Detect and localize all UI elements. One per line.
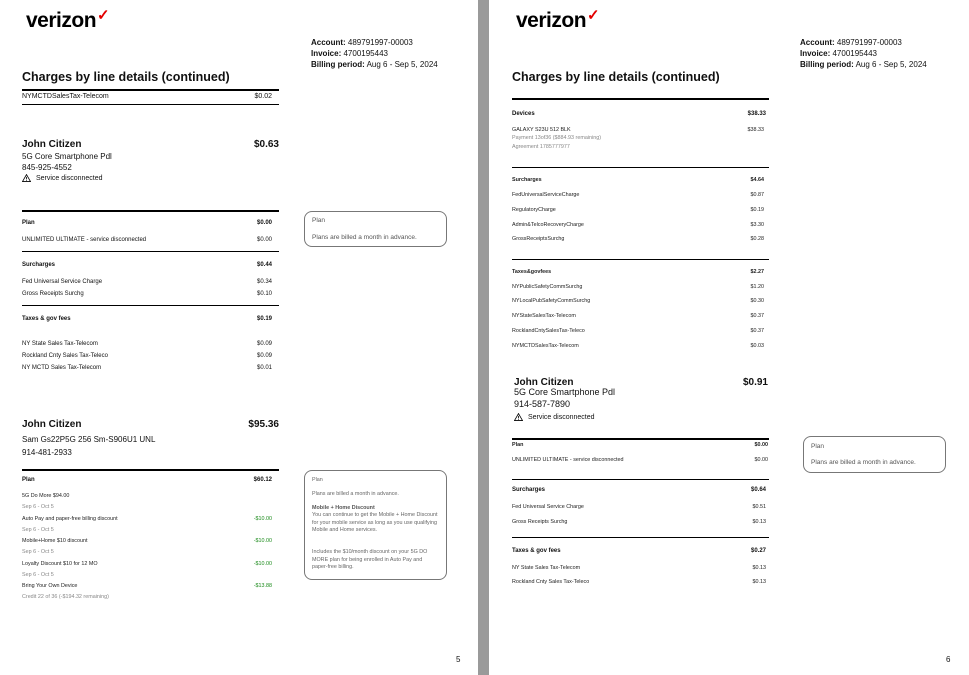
phone-number: 914-481-2933 [22,448,72,457]
table-row-label: Rockland Cnty Sales Tax-Teleco [22,353,108,359]
note-paragraph: Includes the $10/month discount on your 5G DO MORE plan for being enrolled in Auto Pay and paper-free billing. [312,549,428,571]
table-row-amount: $0.13 [752,519,766,525]
warning-icon [514,413,523,421]
device-agreement: Agreement 1785777977 [512,144,570,150]
surcharges-amount: $4.64 [750,177,764,183]
invoice-number: 4700195443 [343,49,388,58]
taxes-amount: $0.19 [256,316,272,322]
row-amount: $0.02 [254,93,272,100]
table-row-amount: $0.30 [750,298,764,304]
table-row-label: NYMCTDSalesTax-Telecom [512,343,579,349]
plan-amount: $0.00 [256,220,272,226]
divider [512,537,769,538]
table-row-label: Fed Universal Service Charge [22,279,103,285]
plan-heading: Plan [22,477,35,483]
devices-amount: $38.33 [747,111,766,117]
table-row-amount: $0.09 [256,341,272,347]
table-row-amount: $0.01 [256,365,272,371]
plan-row-label: UNLIMITED ULTIMATE - service disconnected [22,237,147,243]
table-row-label: RegulatoryCharge [512,207,556,213]
device-row-label: GALAXY S23U 512 BLK [512,127,571,133]
table-row-label: Rockland Cnty Sales Tax-Teleco [512,579,590,585]
table-row-label: Gross Receipts Surchg [22,291,84,297]
section-title: Charges by line details (continued) [22,70,230,84]
line-status: Service disconnected [22,174,103,182]
page-number: 5 [456,655,461,664]
table-row-label: GrossReceiptsSurchg [512,236,565,242]
table-row-amount: $0.19 [750,207,764,213]
divider [22,251,279,252]
verizon-logo: verizon✓ [516,7,600,32]
table-row-label: NYStateSalesTax-Telecom [512,313,576,319]
plan-row-label: Loyalty Discount $10 for 12 MO [22,561,98,567]
note-subheading: Mobile + Home Discount [312,505,375,511]
divider [512,438,769,440]
note-text: Plans are billed a month in advance. [811,459,916,466]
note-title: Plan [811,443,825,450]
plan-note-box [803,436,946,473]
divider [22,210,279,212]
plan-heading: Plan [512,442,524,448]
table-row-amount: $0.51 [752,504,766,510]
table-row-amount: $0.37 [750,313,764,319]
line-holder-name: John Citizen [514,377,574,388]
line-total: $0.63 [253,139,279,150]
phone-number: 845-925-4552 [22,163,72,172]
plan-note-box [304,470,447,580]
divider [512,98,769,100]
phone-number: 914-587-7890 [514,399,571,409]
divider [22,89,279,91]
discount-amount: -$10.00 [253,561,272,567]
table-row-amount: $0.13 [752,565,766,571]
discount-amount: -$10.00 [253,516,272,522]
plan-row-credit: Credit 22 of 36 (-$194.32 remaining) [22,594,109,600]
table-row-amount: $0.09 [256,353,272,359]
surcharges-heading: Surcharges [512,177,542,183]
table-row-amount: $0.10 [256,291,272,297]
device-payment: Payment 13of36 ($884.93 remaining) [512,135,602,141]
section-title: Charges by line details (continued) [512,70,720,84]
divider [22,104,279,105]
surcharges-heading: Surcharges [22,262,56,268]
table-row-amount: $0.28 [750,236,764,242]
invoice-page-5 [0,0,478,675]
note-title: Plan [312,217,326,224]
table-row-label: NYPublicSafetyCommSurchg [512,284,583,290]
note-paragraph: You can continue to get the Mobile + Home Discount for your mobile service as long as you use qualifying Mobile and Home services. [312,512,438,534]
invoice-page-6 [489,0,969,675]
table-row-label: NY MCTD Sales Tax-Telecom [22,365,102,371]
table-row-label: NYLocalPubSafetyCommSurchg [512,298,591,304]
divider [512,479,769,480]
taxes-amount: $2.27 [750,269,764,275]
device-name: Sam Gs22P5G 256 Sm-S906U1 UNL [22,435,156,444]
device-name: 5G Core Smartphone Pdl [22,152,112,161]
plan-row-label: 5G Do More $94.00 [22,493,70,499]
note-text: Plans are billed a month in advance. [312,234,417,241]
plan-row-label: Auto Pay and paper-free billing discount [22,516,118,522]
taxes-heading: Taxes & gov fees [512,548,561,554]
account-meta: Account: 489791997-00003 Invoice: 4700195443 Billing period: Aug 6 - Sep 5, 2024 [800,38,927,69]
plan-amount: $0.00 [754,442,768,448]
plan-row-label: UNLIMITED ULTIMATE - service disconnected [512,457,624,463]
taxes-heading: Taxes & gov fees [22,316,71,322]
divider [22,305,279,306]
row-label: NYMCTDSalesTax-Telecom [22,93,109,100]
table-row-label: Fed Universal Service Charge [512,504,584,510]
plan-row-amount: $0.00 [256,237,272,243]
table-row-label: FedUniversalServiceCharge [512,192,580,198]
note-text: Plans are billed a month in advance. [312,491,399,497]
account-meta: Account: 489791997-00003 Invoice: 4700195443 Billing period: Aug 6 - Sep 5, 2024 [311,38,438,69]
plan-amount: $60.12 [253,477,272,483]
page-number: 6 [946,655,951,664]
note-title: Plan [312,477,323,483]
surcharges-amount: $0.64 [750,487,766,493]
line-holder-name: John Citizen [22,419,82,430]
table-row-amount: $0.37 [750,328,764,334]
table-row-amount: $1.20 [750,284,764,290]
plan-note-box [304,211,447,247]
table-row-label: NY State Sales Tax-Telecom [512,565,581,571]
table-row-label: RocklandCntySalesTax-Teleco [512,328,585,334]
invoice-number: 4700195443 [832,49,877,58]
device-name: 5G Core Smartphone Pdl [514,387,616,397]
line-total: $95.36 [248,419,279,430]
plan-heading: Plan [22,220,35,226]
table-row-amount: $0.34 [256,279,272,285]
table-row-label: Admin&TelcoRecoveryCharge [512,222,584,228]
taxes-heading: Taxes&govfees [512,269,552,275]
table-row-amount: $0.13 [752,579,766,585]
table-row-amount: $3.30 [750,222,764,228]
devices-heading: Devices [512,111,535,117]
account-number: 489791997-00003 [347,38,413,47]
table-row-amount: $0.87 [750,192,764,198]
billing-period: Aug 6 - Sep 5, 2024 [366,60,438,69]
table-row-label: NY State Sales Tax-Telecom [22,341,98,347]
discount-amount: -$10.00 [253,538,272,544]
divider [512,259,769,260]
plan-row-amount: $0.00 [754,457,768,463]
taxes-amount: $0.27 [750,548,766,554]
divider [512,167,769,168]
plan-row-dates: Sep 6 - Oct 5 [22,527,54,533]
line-total: $0.91 [742,377,768,388]
account-number: 489791997-00003 [836,38,902,47]
line-holder-name: John Citizen [22,139,82,150]
plan-row-label: Bring Your Own Device [22,583,78,589]
surcharges-amount: $0.44 [256,262,272,268]
plan-row-dates: Sep 6 - Oct 5 [22,549,54,555]
discount-amount: -$13.88 [253,583,272,589]
plan-row-dates: Sep 6 - Oct 5 [22,504,54,510]
table-row-label: Gross Receipts Surchg [512,519,568,525]
billing-period: Aug 6 - Sep 5, 2024 [855,60,927,69]
line-status: Service disconnected [514,413,595,421]
divider [22,469,279,471]
warning-icon [22,174,31,182]
verizon-logo: verizon✓ [26,7,110,32]
device-row-amount: $38.33 [747,127,764,133]
plan-row-dates: Sep 6 - Oct 5 [22,572,54,578]
surcharges-heading: Surcharges [512,487,546,493]
plan-row-label: Mobile+Home $10 discount [22,538,88,544]
table-row-amount: $0.03 [750,343,764,349]
